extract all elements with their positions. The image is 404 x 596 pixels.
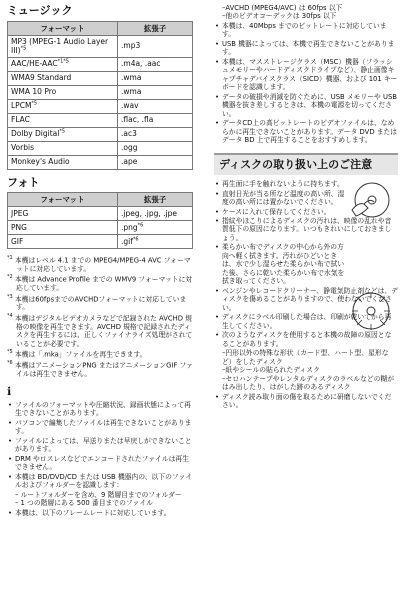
ext-cell: .ogg: [118, 141, 193, 155]
list-item: • 本機は BD/DVD/CD または USB 機器内の、以下のファイルおよびフォルダーを認識します：: [7, 473, 195, 490]
sub-list-item: –紙やシールの貼られたディスク: [222, 366, 320, 375]
usb-notes-list: [214, 22, 398, 145]
footnote-mark: *2: [7, 274, 13, 281]
disc-handling-heading: ディスクの取り扱い上のご注意: [214, 153, 398, 175]
list-item: • 本機は、以下のフレームレートに対応しています。: [7, 509, 195, 517]
table-row: [8, 207, 193, 221]
sub-list-item: –他のビデオコーデックは 30fps 以下: [222, 12, 337, 21]
footnote: [7, 360, 195, 378]
notes-list: [7, 401, 195, 490]
table-row: [8, 57, 193, 71]
format-cell: AAC/HE-AAC: [11, 59, 58, 69]
format-cell: Vorbis: [11, 143, 34, 153]
table-row: [8, 127, 193, 141]
format-cell: Monkey's Audio: [11, 157, 70, 167]
list-item: • ファイルによっては、早送りまたは早戻しができないことがあります。: [7, 437, 195, 454]
music-heading: ミュージック: [7, 4, 73, 17]
list-item: • データの破損や消滅を防ぐために、USB メモリーや USB 機器を抜き差しするときは、本機の電源を切ってください。: [214, 93, 398, 118]
list-item: • 直射日光が当る所など温度の高い所、湿度の高い所には置かないでください。: [214, 190, 350, 207]
table-row: [8, 235, 193, 249]
ext-cell: .mp3: [118, 35, 193, 57]
footnote-mark: *1: [7, 255, 13, 262]
ext-cell: .png: [121, 223, 138, 233]
ext-cell: .ac3: [118, 127, 193, 141]
table-row: [8, 221, 193, 235]
sub-list-item: –セロハンテープやレンタルディスクのラベルなどの糊がはみ出したり、はがした跡のあるディスク: [222, 374, 394, 392]
ext-cell: .wav: [118, 99, 193, 113]
sub-list-item: –円形以外の特殊な形状（カード型、ハート型、星形など）をしたディスク: [222, 349, 389, 366]
list-item: • ディスクにラベル印刷した場合は、印刷が乾いてから再生してください。: [214, 313, 398, 330]
footnote: [7, 294, 195, 312]
ext-cell: .gif: [121, 237, 133, 247]
table-row: [8, 113, 193, 127]
footnote-mark: *5: [7, 349, 13, 356]
table-row: [8, 99, 193, 113]
footnote-text: 本機はアニメーションPNG またはアニメーションGIF ファイルは再生できません。: [14, 361, 193, 378]
format-cell: LPCM: [11, 101, 32, 111]
ext-cell: .flac, .fla: [118, 113, 193, 127]
footnote-ref: *1*5: [57, 58, 69, 65]
footnote: [7, 349, 195, 359]
list-item: • ディスク読み取り面の傷を取るために研磨しないでください。: [214, 393, 398, 410]
footnote-ref: *5: [31, 100, 38, 107]
sub-list-item: – 1 つの階層にある 500 番目までのファイル: [15, 499, 153, 508]
footnote: [7, 274, 195, 292]
footnote-text: 本機は「.mka」ファイルを再生できます。: [14, 350, 147, 359]
table-row: [8, 71, 193, 85]
footnote: [7, 313, 195, 348]
col-header-format: フォーマット: [8, 193, 118, 207]
list-item: • 次のようなディスクを使用すると本機の故障の原因となることがあります。: [214, 331, 398, 348]
footnote-mark: *3: [7, 293, 13, 300]
table-header-row: [8, 21, 193, 35]
left-column: [7, 4, 195, 518]
footnote: [7, 255, 195, 273]
format-cell: JPEG: [8, 207, 118, 221]
list-item: • 本機は、40Mbps までのビットレートに対応しています。: [214, 22, 398, 39]
footnote-ref: *6: [137, 222, 144, 229]
list-item: • DRM やロスレスなどでエンコードされたファイルは再生できません。: [7, 455, 195, 472]
photo-heading: フォト: [7, 175, 40, 189]
col-header-ext: 拡張子: [118, 21, 193, 35]
footnote-text: 本機は Advance Profile までの WMV9 フォーマットに対応しています。: [14, 275, 193, 293]
list-item: • USB 機器によっては、本機で再生できないことがあります。: [214, 40, 398, 57]
format-cell: WMA 10 Pro: [11, 87, 57, 97]
format-cell: Dolby Digital: [11, 129, 60, 139]
footnote-text: 本機はデジタルビデオカメラなどで記録された AVCHD 規格の映像を再生できます。AVCHD 規格で記録されたディスクを再生するには、正しくファイナライズ処理がされていることが必要です。: [14, 314, 193, 348]
format-cell: WMA9 Standard: [11, 73, 72, 83]
list-item: • 指紋やほこりによるディスクの汚れは、映像の乱れや音質低下の原因になります。いつもきれいにしておきましょう。: [214, 217, 398, 242]
ext-cell: .ape: [118, 155, 193, 169]
footnotes: [7, 255, 195, 378]
col-header-ext: 拡張子: [118, 193, 193, 207]
music-format-table: [7, 21, 193, 170]
footnote-mark: *4: [7, 312, 13, 319]
footnote-text: 本機はレベル 4.1 までの MPEG4/MPEG-4 AVC フォーマットに対応しています。: [14, 256, 191, 273]
footnote-ref: *6: [132, 236, 139, 243]
format-cell: GIF: [8, 235, 118, 249]
list-item: • ベンジンやレコードクリーナー、静電気防止剤などは、ディスクを傷めることがありますので、使わないでください。: [214, 287, 398, 312]
ext-cell: .jpeg, .jpg, .jpe: [121, 209, 177, 219]
list-item: • 再生面に手を触れないように持ちます。: [214, 180, 350, 188]
table-header-row: [8, 193, 193, 207]
sub-list-item: –AVCHD (MPEG4/AVC) は 60fps 以下: [222, 4, 343, 12]
footnote-ref: *5: [20, 45, 27, 52]
list-item: • 柔らかい布でディスクの中心から外の方向へ軽く拭きます。汚れがひどいときは、水で少し湿らせた柔らかい布で拭いた後、さらに乾いた柔らかい布で水気を拭き取ってください。: [214, 243, 350, 285]
footnote-mark: *6: [7, 359, 13, 366]
list-item: • ケースに入れて保存してください。: [214, 208, 398, 216]
ext-cell: .wma: [118, 85, 193, 99]
note-icon: ℹ: [7, 385, 12, 399]
list-item: • データCD上の高ビットレートのビデオファイルは、なめらかに再生できないことがあります。データ DVD またはデータ BD 上で再生することをおすすめします。: [214, 119, 398, 144]
list-item: • ファイルのフォーマットや圧縮状況、録画状態によって再生できないことがあります。: [7, 401, 195, 418]
list-item: • パソコンで編集したファイルは再生できないことがあります。: [7, 419, 195, 436]
col-header-format: フォーマット: [8, 21, 118, 35]
table-row: [8, 85, 193, 99]
format-cell: FLAC: [11, 115, 30, 125]
table-row: [8, 141, 193, 155]
right-column: [214, 4, 398, 411]
footnote-ref: *5: [59, 128, 66, 135]
format-cell: PNG: [8, 221, 118, 235]
format-cell: MP3 (MPEG-1 Audio Layer III): [11, 36, 109, 56]
ext-cell: .m4a, .aac: [118, 57, 193, 71]
table-row: [8, 35, 193, 57]
photo-format-table: [7, 192, 193, 249]
table-row: [8, 155, 193, 169]
list-item: • 本機は、マスストレージクラス（MSC）機器（フラッシュメモリーやハードディスクドライブなど）、静止画像キャプチャデバイスクラス（SICD）機器、および 101 キーボードを認識します。: [214, 58, 398, 92]
ext-cell: .wma: [118, 71, 193, 85]
footnote-text: 本機は60fpsまでのAVCHDフォーマットに対応しています。: [14, 294, 187, 312]
sub-list-item: – ルートフォルダーを含め、9 階層目までのフォルダー: [15, 490, 182, 499]
